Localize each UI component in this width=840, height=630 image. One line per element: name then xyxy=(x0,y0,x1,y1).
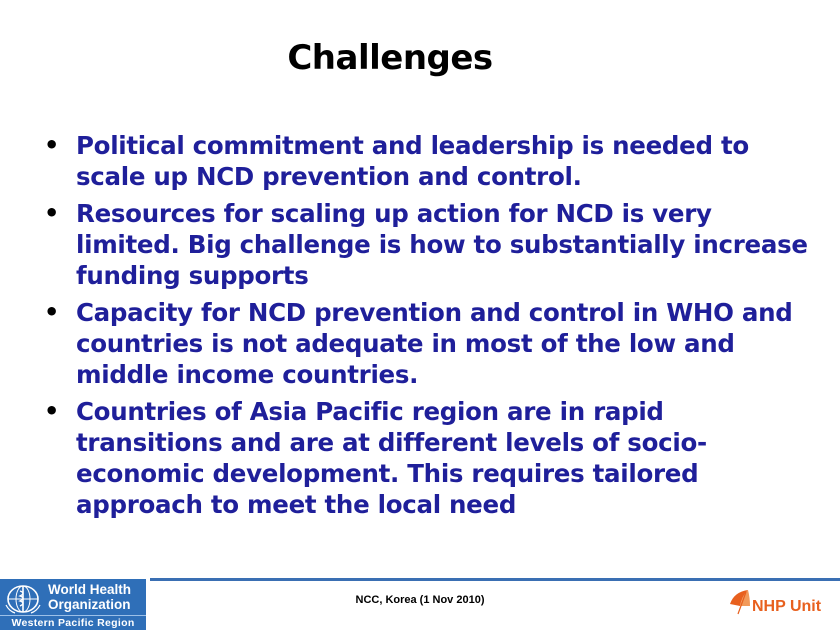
bullet-list xyxy=(40,130,810,526)
footer-divider xyxy=(150,578,840,581)
bullet-marker: • xyxy=(44,298,60,326)
who-region: Western Pacific Region xyxy=(0,615,146,629)
bullet-item xyxy=(40,130,810,192)
bullet-marker: • xyxy=(44,199,60,227)
who-name-line2: Organization xyxy=(48,597,131,612)
bullet-item xyxy=(40,297,810,390)
slide-title: Challenges xyxy=(287,38,493,78)
bullet-item xyxy=(40,198,810,291)
bullet-text: Resources for scaling up action for NCD is very limited. Big challenge is how to substantially increase funding supports xyxy=(76,199,808,290)
bullet-text: Political commitment and leadership is needed to scale up NCD prevention and control. xyxy=(76,131,749,191)
bullet-marker: • xyxy=(44,397,60,425)
bullet-text: Capacity for NCD prevention and control in WHO and countries is not adequate in most of the low and middle income countries. xyxy=(76,298,793,389)
footer-caption: NCC, Korea (1 Nov 2010) xyxy=(355,594,485,606)
bullet-text: Countries of Asia Pacific region are in rapid transitions and are at different levels of socio-economic development. This requires tailored approach to meet the local need xyxy=(76,397,707,519)
nhp-unit-label: NHP Unit xyxy=(752,598,822,615)
who-name-line1: World Health xyxy=(48,582,132,597)
bullet-item xyxy=(40,396,810,520)
bullet-marker: • xyxy=(44,131,60,159)
